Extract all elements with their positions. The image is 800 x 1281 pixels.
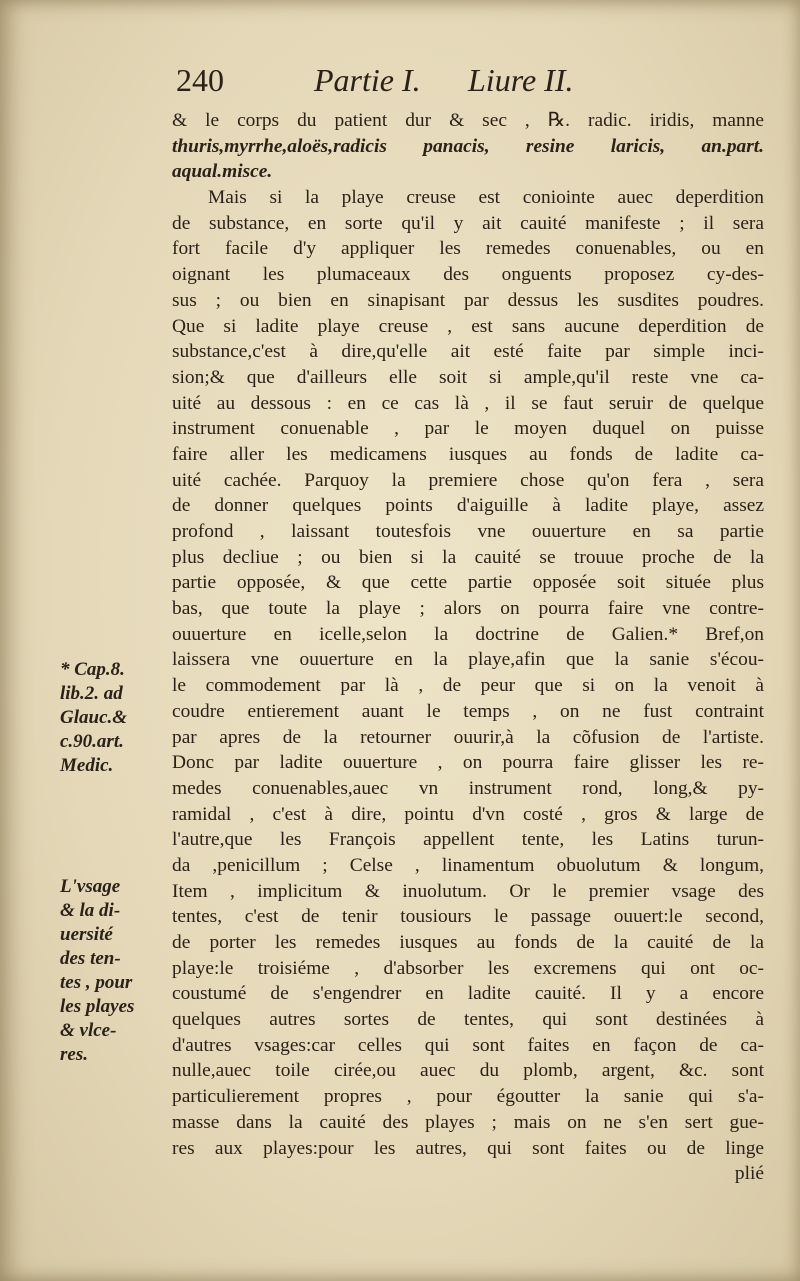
margin-note-reference (60, 658, 164, 778)
text-line: coustumé de s'engendrer en ladite cauité. Il y a encore (172, 983, 764, 1005)
margin-note-line: & vlce- (60, 1020, 117, 1041)
margin-note-line: * Cap.8. (60, 659, 125, 680)
text-line: oignant les plumaceaux des onguents proposez cy-des- (172, 264, 764, 286)
text-line: instrument conuenable , par le moyen duquel on puisse (172, 418, 764, 440)
margin-note-line: uersité (60, 924, 113, 945)
margin-note-line: des ten- (60, 948, 121, 969)
part-title: Partie I. (314, 62, 421, 98)
text-line: Donc par ladite ouuerture , on pourra faire glisser les re- (172, 752, 764, 774)
margin-note-line: & la di- (60, 900, 121, 921)
text-line: de donner quelques points d'aiguille à ladite playe, assez (172, 495, 764, 517)
text-line: medes conuenables,auec vn instrument rond, long,& py- (172, 777, 764, 799)
text-line: Que si ladite playe creuse , est sans aucune deperdition de (172, 315, 764, 337)
text-line: plus decliue ; ou bien si la cauité se trouue proche de la (172, 546, 764, 568)
text-line: ramidal , c'est à dire, pointu d'vn costé , gros & large de (172, 803, 764, 825)
text-line: ouuerture en icelle,selon la doctrine de Galien.* Bref,on (172, 623, 764, 645)
margin-note-line: lib.2. ad (60, 683, 123, 704)
text-line: nulle,auec toile cirée,ou auec du plomb, argent, &c. sont (172, 1060, 764, 1082)
text-line: particulierement propres , pour égoutter la sanie qui s'a- (172, 1086, 764, 1108)
text-line: sus ; ou bien en sinapisant par dessus les susdites poudres. (172, 289, 764, 311)
text-line: playe:le troisiéme , d'absorber les excremens qui ont oc- (172, 957, 764, 979)
text-line: de substance, en sorte qu'il y ait cauité manifeste ; il sera (172, 212, 764, 234)
text-line: aqual.misce. (172, 161, 273, 183)
text-line: de porter les remedes iusques au fonds de la cauité de la (172, 932, 764, 953)
text-line: partie opposée, & que cette partie opposée soit située plus (172, 572, 764, 594)
text-line: uité cachée. Parquoy la premiere chose qu'on fera , sera (172, 469, 764, 491)
margin-note-line: L'vsage (60, 876, 121, 897)
text-line: thuris,myrrhe,aloës,radicis panacis, resine laricis, an.part. (172, 135, 764, 157)
page-number: 240 (176, 62, 224, 98)
text-line: Mais si la playe creuse est coniointe auec deperdition (208, 187, 764, 209)
text-line: coudre entierement auant le temps , on ne fust contraint (172, 700, 764, 722)
running-header (176, 62, 756, 106)
text-line: faire aller les medicamens iusques au fonds de ladite ca- (172, 443, 764, 465)
text-line: quelques autres sortes de tentes, qui sont destinées à (172, 1009, 764, 1031)
margin-note-line: c.90.art. (60, 731, 124, 752)
catchword: plié (734, 1163, 764, 1185)
text-line: fort facile d'y appliquer les remedes conuenables, ou en (172, 238, 764, 260)
margin-note-line: Medic. (60, 755, 114, 776)
book-title: Liure II. (468, 62, 574, 98)
body-text (172, 108, 764, 1187)
text-line: masse dans la cauité des playes ; mais on ne s'en sert gue- (172, 1111, 764, 1133)
margin-note-line: les playes (60, 996, 135, 1017)
text-line: da ,penicillum ; Celse , linamentum obuolutum & longum, (172, 854, 764, 876)
text-line: sion;& que d'ailleurs elle soit si ample,qu'il reste vne ca- (172, 366, 764, 388)
text-line: tentes, c'est de tenir tousiours le passage ouuert:le second, (172, 906, 764, 928)
text-line: bas, que toute la playe ; alors on pourra faire vne contre- (172, 598, 764, 620)
text-line: par apres de la retourner ouurir,à la cõfusion de l'artiste. (172, 726, 764, 748)
text-line: Item , implicitum & inuolutum. Or le premier vsage des (172, 880, 764, 902)
text-line: laissera vne ouuerture en la playe,afin que la sanie s'écou- (172, 649, 764, 671)
margin-note-line: Glauc.& (60, 707, 128, 728)
margin-note-line: res. (60, 1044, 88, 1065)
margin-note-usage (60, 875, 164, 1067)
text-line: & le corps du patient dur & sec , ℞. radic. iridis, manne (172, 110, 764, 131)
text-line: substance,c'est à dire,qu'elle ait esté faite par simple inci- (172, 341, 764, 363)
text-line: d'autres vsages:car celles qui sont faites en façon de ca- (172, 1034, 764, 1056)
text-line: res aux playes:pour les autres, qui sont faites ou de linge (172, 1137, 764, 1159)
text-line: uité au dessous : en ce cas là , il se faut seruir de quelque (172, 392, 764, 414)
text-line: le commodement par là , de peur que si on la venoit à (172, 675, 764, 697)
text-line: profond , laissant toutesfois vne ouuerture en sa partie (172, 521, 764, 542)
text-line: l'autre,que les François appellent tente, les Latins turun- (172, 829, 764, 851)
margin-note-line: tes , pour (60, 972, 133, 993)
